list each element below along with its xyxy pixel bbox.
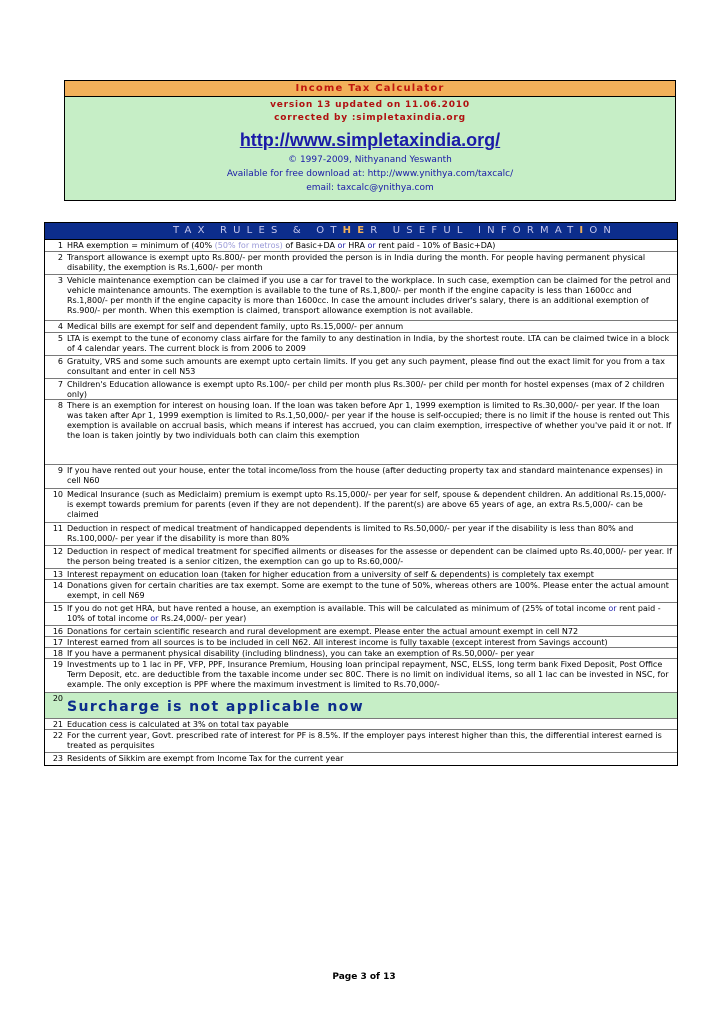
rule-row <box>45 240 677 252</box>
rule-row <box>45 719 677 730</box>
rule-number: 3 <box>57 276 63 285</box>
rule-text: Deduction in respect of medical treatment for specified ailments or diseases for the assesse or dependent can be claimed upto Rs.40,000/- per year. If the person being treated is a senior citizen, the exemption can go up to Rs.60,000/- <box>67 547 672 566</box>
calculator-title: Income Tax Calculator <box>65 81 675 97</box>
rule-number: 21 <box>52 720 63 729</box>
rule-row <box>45 400 677 465</box>
surcharge-notice: Surcharge is not applicable now <box>67 699 365 715</box>
rule-row <box>45 333 677 356</box>
rule-number: 13 <box>52 570 63 579</box>
rule-text: Transport allowance is exempt upto Rs.800/- per month provided the person is in India during the month. For people having permanent physical disability, the exemption is Rs.1,600/- per month <box>67 253 646 272</box>
rule-row <box>45 626 677 637</box>
surcharge-row <box>45 693 677 719</box>
rule-text: Deduction in respect of medical treatment of handicapped dependents is limited to Rs.50,000/- per year if the disability is less than 80% and Rs.100,000/- per year if the disability is more than 80% <box>67 524 634 543</box>
rule-text: HRA exemption = minimum of (40% (50% for metros) of Basic+DA or HRA or rent paid - 10% of Basic+DA) <box>67 241 496 250</box>
rule-number: 20 <box>52 694 63 703</box>
rule-row <box>45 637 677 648</box>
rule-text: Interest repayment on education loan (taken for higher education from a university of self & dependents) is completely tax exempt <box>67 570 594 579</box>
rule-number: 18 <box>52 649 63 658</box>
rule-text: There is an exemption for interest on housing loan. If the loan was taken before Apr 1, 1999 exemption is limited to Rs.30,000/- per year. If the loan was taken after Apr 1, 1999 exemption is limited to Rs.1,50,000/- per year if the house is self-occupied; there is no limit if the house is rented out This exemption is available on accrual basis, which means if interest has accrued, you can claim exemption, irrespective of whether you've paid it or not. If the loan is taken jointly by two individuals both can claim this exemption <box>67 401 672 440</box>
rule-row <box>45 523 677 546</box>
rule-number: 1 <box>57 241 63 250</box>
rule-text: Medical Insurance (such as Mediclaim) premium is exempt upto Rs.15,000/- per year for self, spouse & dependent children. An additional Rs.15,000/- is exempt towards premium for parents (even if they are not dependent). If the parent(s) are above 65 years of age, an extra Rs.5,000/- can be claimed <box>67 490 667 519</box>
tax-rules-title <box>45 223 677 240</box>
rule-number: 8 <box>57 401 63 410</box>
rule-row <box>45 489 677 523</box>
calculator-header <box>64 80 676 201</box>
page-number: Page 3 of 13 <box>332 972 396 982</box>
rule-number: 12 <box>52 547 63 556</box>
rule-number: 16 <box>52 627 63 636</box>
rule-row <box>45 379 677 400</box>
copyright-line: © 1997-2009, Nithyanand Yeswanth <box>288 155 452 165</box>
rules-title-part: R USEFUL INFORMAT <box>370 225 580 236</box>
rule-number: 14 <box>52 581 63 590</box>
rule-text: Children's Education allowance is exempt upto Rs.100/- per child per month plus Rs.300/- per child per month for hostel expenses (max of 2 children only) <box>67 380 665 399</box>
rule-number: 6 <box>57 357 63 366</box>
rule-number: 10 <box>52 490 63 499</box>
rule-number: 23 <box>52 754 63 763</box>
rules-title-part: TAX RULES & OT <box>173 225 343 236</box>
rule-row <box>45 465 677 489</box>
rules-title-part: HE <box>342 225 371 236</box>
rule-row <box>45 356 677 379</box>
rule-row <box>45 659 677 693</box>
rule-text: Education cess is calculated at 3% on total tax payable <box>67 720 289 729</box>
version-line: version 13 updated on 11.06.2010 <box>270 100 470 110</box>
rules-title-part: I <box>579 225 590 236</box>
tax-rules-table <box>44 222 678 766</box>
rule-row <box>45 603 677 626</box>
rule-number: 9 <box>57 466 63 475</box>
download-line: Available for free download at: http://www.ynithya.com/taxcalc/ <box>226 169 514 179</box>
rule-number: 11 <box>52 524 63 533</box>
rule-number: 4 <box>57 322 63 331</box>
rule-number: 15 <box>52 604 63 613</box>
rule-text: Investments up to 1 lac in PF, VFP, PPF, Insurance Premium, Housing loan principal repayment, NSC, ELSS, long term bank Fixed Deposit, Post Office Term Deposit, etc. are deductible from the taxable income under sec 80C. There is no limit on individual items, so all 1 lac can be invested in NSC, for example. The only exception is PPF where the maximum investment is limited to Rs.70,000/- <box>67 660 669 689</box>
rule-number: 19 <box>52 660 63 669</box>
rule-number: 17 <box>52 638 63 647</box>
rule-row <box>45 648 677 659</box>
rule-row <box>45 569 677 580</box>
corrected-by-line: corrected by :simpletaxindia.org <box>274 113 466 123</box>
rule-row <box>45 753 677 765</box>
rule-text: LTA is exempt to the tune of economy class airfare for the family to any destination in India, by the shortest route. LTA can be claimed twice in a block of 4 calendar years. The current block is from 2006 to 2009 <box>67 334 670 353</box>
rule-number: 22 <box>52 731 63 740</box>
email-line: email: taxcalc@ynithya.com <box>306 183 434 193</box>
rule-text: If you have rented out your house, enter the total income/loss from the house (after deducting property tax and standard maintenance expenses) in cell N60 <box>67 466 663 485</box>
rule-row <box>45 275 677 321</box>
rule-row <box>45 321 677 333</box>
rule-text: Medical bills are exempt for self and dependent family, upto Rs.15,000/- per annum <box>67 322 404 331</box>
rule-text: Donations for certain scientific research and rural development are exempt. Please enter the actual amount exempt in cell N72 <box>67 627 579 636</box>
rule-text: For the current year, Govt. prescribed rate of interest for PF is 8.5%. If the employer pays interest higher than this, the differential interest earned is treated as perquisites <box>67 731 662 750</box>
rule-text: Interest earned from all sources is to be included in cell N62. All interest income is fully taxable (except interest from Savings account) <box>67 638 608 647</box>
rule-text: If you do not get HRA, but have rented a house, an exemption is available. This will be calculated as minimum of (25% of total income or rent paid - 10% of total income or Rs.24,000/- per year) <box>67 604 661 623</box>
rule-row <box>45 580 677 603</box>
rule-row <box>45 730 677 753</box>
rules-title-part: ON <box>589 225 618 236</box>
rule-text: Gratuity, VRS and some such amounts are exempt upto certain limits. If you get any such payment, please find out the exact limit for you from a tax consultant and enter in cell N53 <box>67 357 665 376</box>
rule-row <box>45 546 677 569</box>
rule-text: Residents of Sikkim are exempt from Income Tax for the current year <box>67 754 344 763</box>
rule-number: 2 <box>57 253 63 262</box>
rule-text: If you have a permanent physical disability (including blindness), you can take an exemption of Rs.50,000/- per year <box>67 649 535 658</box>
rule-number: 5 <box>57 334 63 343</box>
website-link[interactable]: http://www.simpletaxindia.org/ <box>239 130 501 150</box>
rule-text: Vehicle maintenance exemption can be claimed if you use a car for travel to the workplace. In such case, exemption can be claimed for the petrol and vehicle maintenance amounts. The exemption is available to the tune of Rs.1,800/- per month if the engine capacity is less than 1600cc and Rs.1,800/- per month if the engine capacity is more than 1600cc. In case the amount includes driver's salary, there is an additional exemption of Rs.900/- per month. When this exemption is claimed, transport allowance exemption is not available. <box>67 276 671 315</box>
rule-text: Donations given for certain charities are tax exempt. Some are exempt to the tune of 50%, whereas others are 100%. Please enter the actual amount exempt, in cell N69 <box>67 581 669 600</box>
rule-row <box>45 252 677 275</box>
rule-number: 7 <box>57 380 63 389</box>
